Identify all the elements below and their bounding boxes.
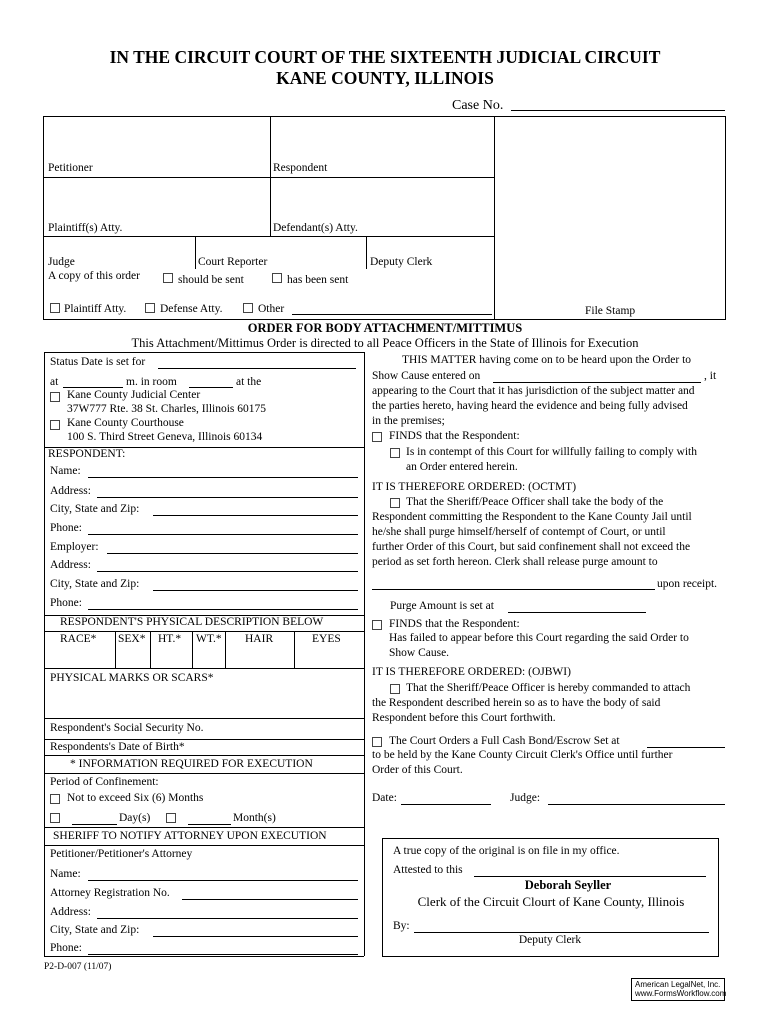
vendor-name: American LegalNet, Inc.	[635, 980, 721, 989]
purge-amount-field[interactable]	[508, 612, 646, 613]
has-been-sent-checkbox[interactable]	[272, 273, 282, 283]
eyes-label: EYES	[312, 633, 341, 645]
case-no-label: Case No.	[452, 98, 504, 113]
employer-address-label: Address:	[50, 559, 91, 571]
atty-name-field[interactable]	[88, 880, 358, 881]
file-stamp-label: File Stamp	[585, 305, 636, 317]
other-field[interactable]	[292, 314, 492, 315]
kcjc-address: 37W777 Rte. 38 St. Charles, Illinois 60175	[67, 403, 267, 415]
contempt-checkbox[interactable]	[390, 448, 400, 458]
defendant-atty-label: Defendant(s) Atty.	[273, 222, 358, 234]
judge-signature-field[interactable]	[548, 804, 725, 805]
at-the-label: at the	[236, 376, 262, 388]
employer-phone-field[interactable]	[88, 609, 358, 610]
plaintiff-atty-label: Plaintiff(s) Atty.	[48, 222, 123, 234]
race-label: RACE*	[60, 633, 97, 645]
form-number: P2-D-007 (11/07)	[44, 962, 112, 972]
matter-line3: appearing to the Court that it has jurisdiction of the subject matter and	[372, 385, 695, 397]
not-exceed-label: Not to exceed Six (6) Months	[67, 792, 204, 804]
not-exceed-checkbox[interactable]	[50, 794, 60, 804]
wt-label: WT.*	[196, 633, 222, 645]
pet-atty-label: Petitioner/Petitioner's Attorney	[50, 848, 193, 860]
info-required-label: * INFORMATION REQUIRED FOR EXECUTION	[70, 758, 313, 770]
clerk-name: Deborah Seyller	[524, 878, 612, 892]
order-title: ORDER FOR BODY ATTACHMENT/MITTIMUS	[247, 321, 523, 335]
should-be-sent-checkbox[interactable]	[163, 273, 173, 283]
clerk-title: Clerk of the Circuit Clourt of Kane County, Illinois	[417, 894, 685, 909]
respondent-label: Respondent	[273, 162, 328, 174]
finds-fail-checkbox[interactable]	[372, 620, 382, 630]
date-label: Date:	[372, 792, 397, 804]
finds2-label: FINDS that the Respondent:	[389, 618, 520, 630]
kcjc-label: Kane County Judicial Center	[67, 389, 201, 401]
atty-reg-field[interactable]	[182, 899, 358, 900]
court-reporter-label: Court Reporter	[198, 256, 268, 268]
copy-of-order-label: A copy of this order	[48, 270, 140, 282]
defense-atty-cb-label: Defense Atty.	[160, 303, 223, 315]
ojbwi-line1: That the Sheriff/Peace Officer is hereby commanded to attach	[406, 682, 691, 694]
time-field[interactable]	[63, 387, 123, 388]
months-label: Month(s)	[233, 812, 276, 824]
employer-label: Employer:	[50, 541, 99, 553]
kcc-label: Kane County Courthouse	[67, 417, 184, 429]
judge-label: Judge	[48, 256, 75, 268]
employer-phone-label: Phone:	[50, 597, 82, 609]
octmt-line5: period as set forth hereon. Clerk shall release purge amount to	[372, 556, 658, 568]
show-cause-date-field[interactable]	[493, 382, 701, 383]
attested-date-field[interactable]	[474, 876, 706, 877]
release-to-field[interactable]	[372, 589, 655, 590]
petitioner-label: Petitioner	[48, 162, 93, 174]
matter-line5: in the premises;	[372, 415, 445, 427]
kcjc-checkbox[interactable]	[50, 392, 60, 402]
days-label: Day(s)	[119, 812, 151, 824]
matter-line1: THIS MATTER having come on to be heard upon the Order to	[402, 354, 692, 366]
defense-atty-checkbox[interactable]	[145, 303, 155, 313]
phone-label: Phone:	[50, 522, 82, 534]
days-field[interactable]	[72, 824, 117, 825]
court-title: IN THE CIRCUIT COURT OF THE SIXTEENTH JUDICIAL CIRCUIT	[109, 47, 661, 67]
octmt-line4: further Order of this Court, but said confinement shall not exceed the	[372, 541, 691, 553]
fail-line1: Has failed to appear before this Court regarding the said Order to	[389, 632, 689, 644]
ojbwi-label: IT IS THEREFORE ORDERED: (OJBWI)	[372, 666, 571, 678]
status-date-label: Status Date is set for	[50, 356, 146, 368]
respondent-header: RESPONDENT:	[48, 448, 126, 460]
dob-label: Respondents's Date of Birth*	[50, 741, 185, 753]
bond-checkbox[interactable]	[372, 737, 382, 747]
bond-amount-field[interactable]	[647, 747, 725, 748]
contempt-line1: Is in contempt of this Court for willfully failing to comply with	[406, 446, 697, 458]
octmt-label: IT IS THEREFORE ORDERED: (OCTMT)	[372, 481, 577, 493]
fail-line2: Show Cause.	[389, 647, 450, 659]
vendor-url: www.FormsWorkflow.com	[635, 989, 727, 998]
attested-label: Attested to this	[393, 864, 463, 876]
should-be-sent-label: should be sent	[178, 274, 244, 286]
bond-line1: The Court Orders a Full Cash Bond/Escrow Set at	[389, 735, 620, 747]
atty-address-label: Address:	[50, 906, 91, 918]
marks-label: PHYSICAL MARKS OR SCARS*	[50, 672, 214, 684]
ssn-label: Respondent's Social Security No.	[50, 722, 204, 734]
kcc-checkbox[interactable]	[50, 420, 60, 430]
sex-label: SEX*	[118, 633, 146, 645]
city-state-zip-label: City, State and Zip:	[50, 503, 140, 515]
finds1-label: FINDS that the Respondent:	[389, 430, 520, 442]
days-checkbox[interactable]	[50, 813, 60, 823]
at-label: at	[50, 376, 59, 388]
bond-line3: Order of this Court.	[372, 764, 463, 776]
deputy-clerk-title: Deputy Clerk	[518, 934, 582, 946]
status-date-field[interactable]	[158, 368, 356, 369]
address-label: Address:	[50, 485, 91, 497]
by-label: By:	[393, 920, 410, 932]
atty-phone-field[interactable]	[88, 954, 358, 955]
order-subtitle: This Attachment/Mittimus Order is directed to all Peace Officers in the State of Illinois for Execution	[131, 336, 639, 350]
purge-label: Purge Amount is set at	[390, 600, 494, 612]
months-field[interactable]	[188, 824, 231, 825]
octmt-checkbox[interactable]	[390, 498, 400, 508]
ojbwi-line2: the Respondent described herein so as to have the body of said	[372, 697, 661, 709]
months-checkbox[interactable]	[166, 813, 176, 823]
city-state-zip-field[interactable]	[153, 515, 358, 516]
atty-address-field[interactable]	[97, 918, 358, 919]
deputy-clerk-label: Deputy Clerk	[370, 256, 433, 268]
ht-label: HT.*	[158, 633, 182, 645]
employer-field[interactable]	[107, 553, 358, 554]
atty-city-field[interactable]	[153, 936, 358, 937]
period-label: Period of Confinement:	[50, 776, 159, 788]
deputy-signature-field[interactable]	[414, 932, 709, 933]
ojbwi-checkbox[interactable]	[390, 684, 400, 694]
matter-line2-end: , it	[704, 370, 717, 382]
octmt-line3: he/she shall purge himself/herself of contempt of Court, or until	[372, 526, 666, 538]
room-field[interactable]	[189, 387, 233, 388]
judge-sign-label: Judge:	[510, 792, 541, 804]
other-cb-label: Other	[258, 303, 285, 315]
case-no-field[interactable]	[511, 110, 725, 111]
employer-city-label: City, State and Zip:	[50, 578, 140, 590]
physical-desc-header: RESPONDENT'S PHYSICAL DESCRIPTION BELOW	[60, 616, 324, 628]
sheriff-notify-label: SHERIFF TO NOTIFY ATTORNEY UPON EXECUTION	[53, 830, 327, 842]
phone-field[interactable]	[88, 534, 358, 535]
name-label: Name:	[50, 465, 81, 477]
contempt-line2: an Order entered herein.	[406, 461, 518, 473]
plaintiff-atty-checkbox[interactable]	[50, 303, 60, 313]
date-field[interactable]	[401, 804, 491, 805]
octmt-line2: Respondent committing the Respondent to the Kane County Jail until	[372, 511, 692, 523]
upon-receipt-label: upon receipt.	[657, 578, 718, 590]
bond-line2: to be held by the Kane County Circuit Clerk's Office until further	[372, 749, 673, 761]
matter-line4: the parties hereto, having heard the evidence and being fully advised	[372, 400, 688, 412]
atty-phone-label: Phone:	[50, 942, 82, 954]
hair-label: HAIR	[245, 633, 274, 645]
county-title: KANE COUNTY, ILLINOIS	[276, 68, 494, 88]
vendor-box	[631, 978, 725, 1001]
true-copy-label: A true copy of the original is on file in my office.	[393, 845, 620, 857]
m-in-room-label: m. in room	[126, 376, 177, 388]
other-checkbox[interactable]	[243, 303, 253, 313]
employer-city-field[interactable]	[153, 590, 358, 591]
matter-line2: Show Cause entered on	[372, 370, 481, 382]
atty-reg-label: Attorney Registration No.	[50, 887, 170, 899]
employer-address-field[interactable]	[97, 571, 358, 572]
octmt-line1: That the Sheriff/Peace Officer shall take the body of the	[406, 496, 664, 508]
plaintiff-atty-cb-label: Plaintiff Atty.	[64, 303, 127, 315]
ojbwi-line3: Respondent before this Court forthwith.	[372, 712, 556, 724]
finds-contempt-checkbox[interactable]	[372, 432, 382, 442]
atty-city-label: City, State and Zip:	[50, 924, 140, 936]
kcc-address: 100 S. Third Street Geneva, Illinois 60134	[67, 431, 263, 443]
name-field[interactable]	[88, 477, 358, 478]
has-been-sent-label: has been sent	[287, 274, 349, 286]
address-field[interactable]	[97, 497, 358, 498]
atty-name-label: Name:	[50, 868, 81, 880]
